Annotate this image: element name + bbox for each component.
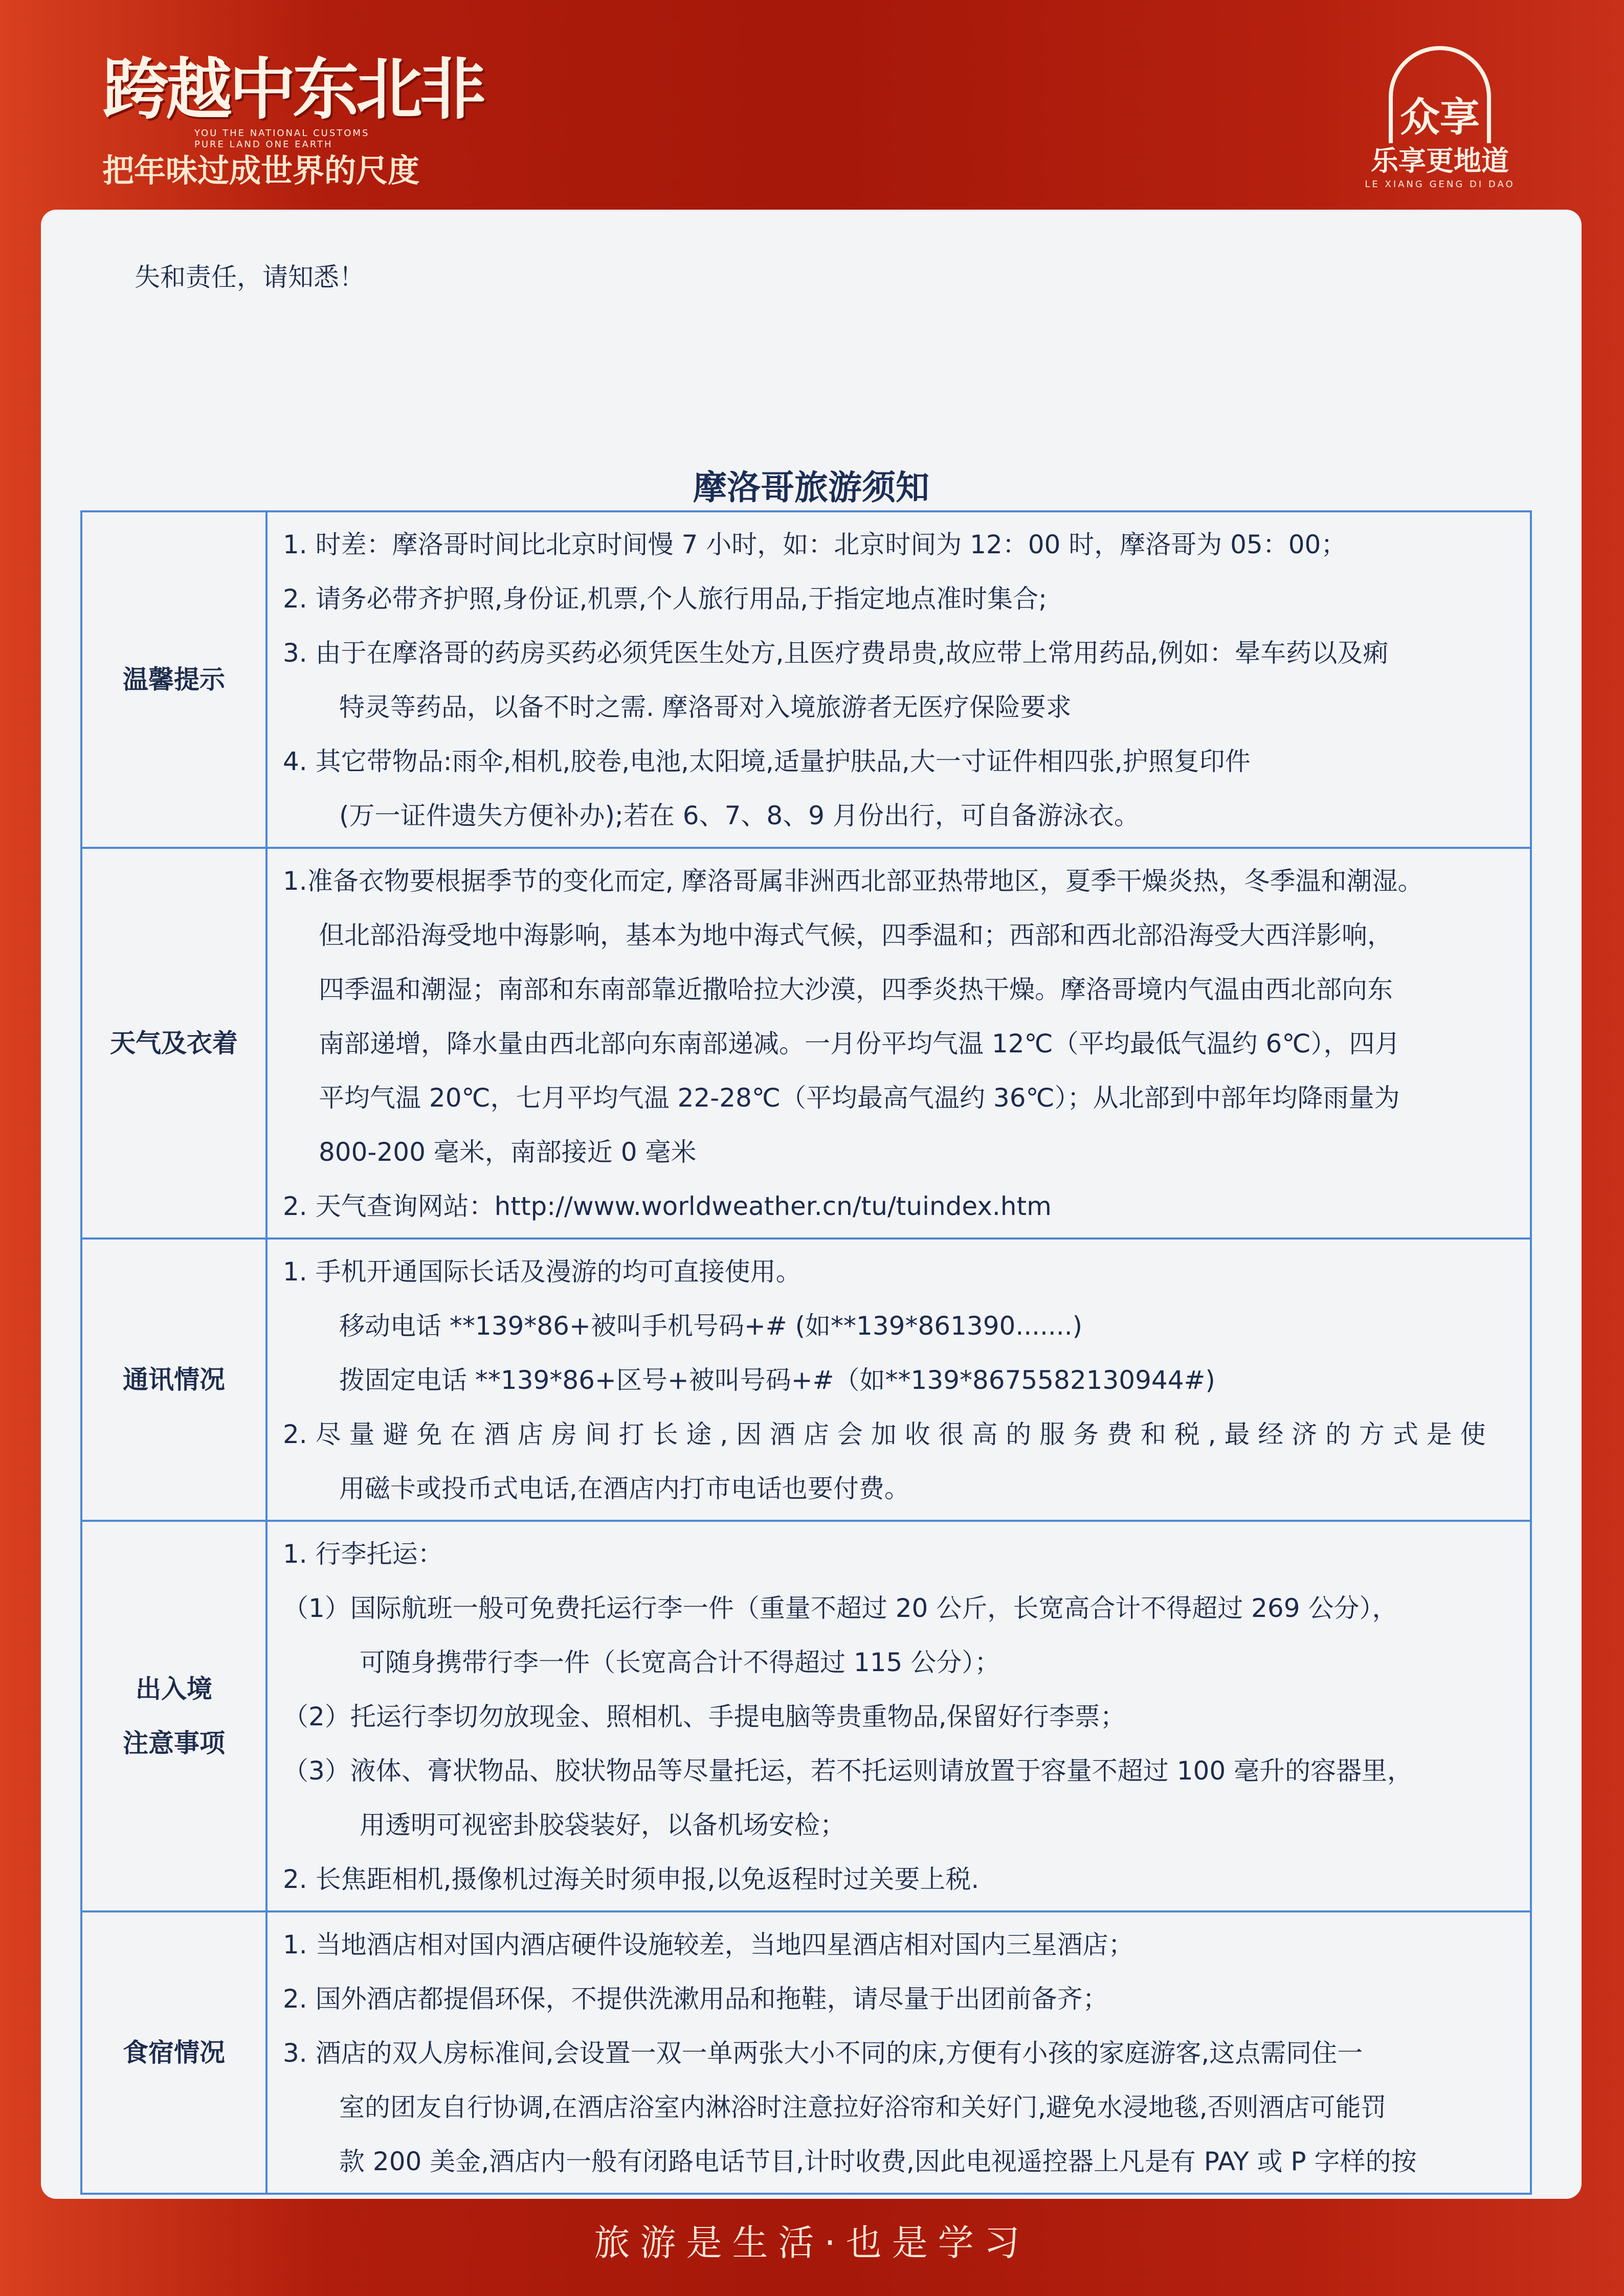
content-line: 用磁卡或投币式电话,在酒店内打市电话也要付费。 [339,1474,910,1503]
table-row [81,1521,1531,1911]
footer-slogan: 旅游是生活·也是学习 [594,2222,1030,2264]
content-line: 四季温和潮湿；南部和东南部靠近撒哈拉大沙漠，四季炎热干燥。摩洛哥境内气温由西北部向东 [319,975,1393,1004]
content-line: 1. 行李托运： [283,1539,443,1569]
content-line: 2. 天气查询网站：http://www.worldweather.cn/tu/tuindex.htm [283,1191,1052,1221]
content-line: 可随身携带行李一件（长宽高合计不得超过 115 公分）； [360,1648,1000,1677]
content-line: 2. 请务必带齐护照,身份证,机票,个人旅行用品,于指定地点准时集合; [283,584,1048,614]
content-line: 1. 手机开通国际长话及漫游的均可直接使用。 [283,1257,802,1287]
table-row [81,511,1531,848]
content-line: 1. 当地酒店相对国内酒店硬件设施较差，当地四星酒店相对国内三星酒店； [283,1930,1134,1960]
content-line: （1）国际航班一般可免费托运行李一件（重量不超过 20 公斤，长宽高合计不得超过 269 公分）， [283,1593,1398,1623]
logo-en-right: LE XIANG GENG DI DAO [1365,179,1515,190]
content-line: 拨固定电话 **139*86+区号+被叫号码+#（如**139*8675582130944#) [339,1365,1215,1395]
content-line: 款 200 美金,酒店内一般有闭路电话节目,计时收费,因此电视遥控器上凡是有 PAY 或 P 字样的按 [339,2147,1417,2176]
content-line: （3）液体、膏状物品、胶状物品等尽量托运，若不托运则请放置于容量不超过 100 毫升的容器里， [283,1756,1413,1786]
row-label-text: 温馨提示 [123,665,225,694]
row-label [81,848,266,1239]
row-content [266,848,1531,1239]
content-card [41,210,1582,2199]
content-line: 1.准备衣物要根据季节的变化而定, 摩洛哥属非洲西北部亚热带地区，夏季干燥炎热，冬季温和潮湿。 [283,866,1423,896]
notice-table [80,510,1532,2195]
logo-en-2: PURE LAND ONE EARTH [194,139,333,150]
content-line: 800-200 毫米，南部接近 0 毫米 [319,1137,697,1167]
row-label [81,1521,266,1911]
row-content [266,1911,1531,2194]
row-label [81,511,266,848]
content-line: 2. 长焦距相机,摄像机过海关时须申报,以免返程时过关要上税. [283,1864,980,1894]
content-line: 2. 尽 量 避 免 在 酒 店 房 间 打 长 途 , 因 酒 店 会 加 收 很 高 的 服 务 费 和 税 , 最 经 济 的 方 式 是 使 [283,1420,1486,1449]
content-line: 1. 时差：摩洛哥时间比北京时间慢 7 小时，如：北京时间为 12：00 时，摩洛哥为 05：00； [283,530,1347,559]
content-line: 南部递增，降水量由西北部向东南部递减。一月份平均气温 12℃（平均最低气温约 6℃），四月 [319,1029,1400,1059]
row-label [81,1239,266,1521]
intro-text: 失和责任，请知悉！ [135,262,365,292]
row-label [81,1911,266,2194]
row-label-text: 注意事项 [123,1728,225,1758]
content-line: 用透明可视密卦胶袋装好，以备机场安检； [360,1810,846,1840]
content-line: 移动电话 **139*86+被叫手机号码+# (如**139*861390.......) [339,1311,1083,1341]
logo-slogan: 把年味过成世界的尺度 [102,152,420,189]
page-title: 摩洛哥旅游须知 [693,468,929,507]
table-row [81,1911,1531,2194]
row-content [266,511,1531,848]
cloud-arch-icon [1389,46,1491,143]
logo-en-1: YOU THE NATIONAL CUSTOMS [194,128,370,139]
content-line: 平均气温 20℃，七月平均气温 22-28℃（平均最高气温约 36℃）；从北部到中部年均降雨量为 [319,1083,1400,1113]
row-content [266,1521,1531,1911]
row-label-text: 通讯情况 [123,1365,225,1394]
content-line: 但北部沿海受地中海影响，基本为地中海式气候，四季温和；西部和西北部沿海受大西洋影响， [319,920,1393,950]
content-line: (万一证件遗失方便补办);若在 6、7、8、9 月份出行，可自备游泳衣。 [339,801,1140,830]
content-line: 3. 由于在摩洛哥的药房买药必须凭医生处方,且医疗费昂贵,故应带上常用药品,例如：晕车药以及痢 [283,638,1389,668]
logo-main: 众享 [1399,95,1480,141]
logo-title: 跨越中东北非 [102,51,483,128]
row-content [266,1239,1531,1521]
content-line: 2. 国外酒店都提倡环保，不提供洗漱用品和拖鞋，请尽量于出团前备齐； [283,1984,1108,2014]
row-label-text: 出入境 [136,1674,212,1704]
content-line: （2）托运行李切勿放现金、照相机、手提电脑等贵重物品,保留好行李票； [283,1702,1126,1731]
table-row [81,848,1531,1239]
content-line: 4. 其它带物品:雨伞,相机,胶卷,电池,太阳境,适量护肤品,大一寸证件相四张,护照复印件 [283,747,1251,776]
logo-slogan-right: 乐享更地道 [1371,145,1509,177]
content-line: 特灵等药品，以备不时之需. 摩洛哥对入境旅游者无医疗保险要求 [339,692,1072,722]
table-row [81,1239,1531,1521]
content-line: 3. 酒店的双人房标准间,会设置一双一单两张大小不同的床,方便有小孩的家庭游客,这点需同住一 [283,2038,1363,2068]
row-label-text: 天气及衣着 [110,1028,238,1058]
brand-logo-right [1355,46,1524,190]
content-line: 室的团友自行协调,在酒店浴室内淋浴时注意拉好浴帘和关好门,避免水浸地毯,否则酒店可能罚 [339,2092,1387,2122]
row-label-text: 食宿情况 [123,2038,225,2067]
brand-logo-left [102,51,483,191]
